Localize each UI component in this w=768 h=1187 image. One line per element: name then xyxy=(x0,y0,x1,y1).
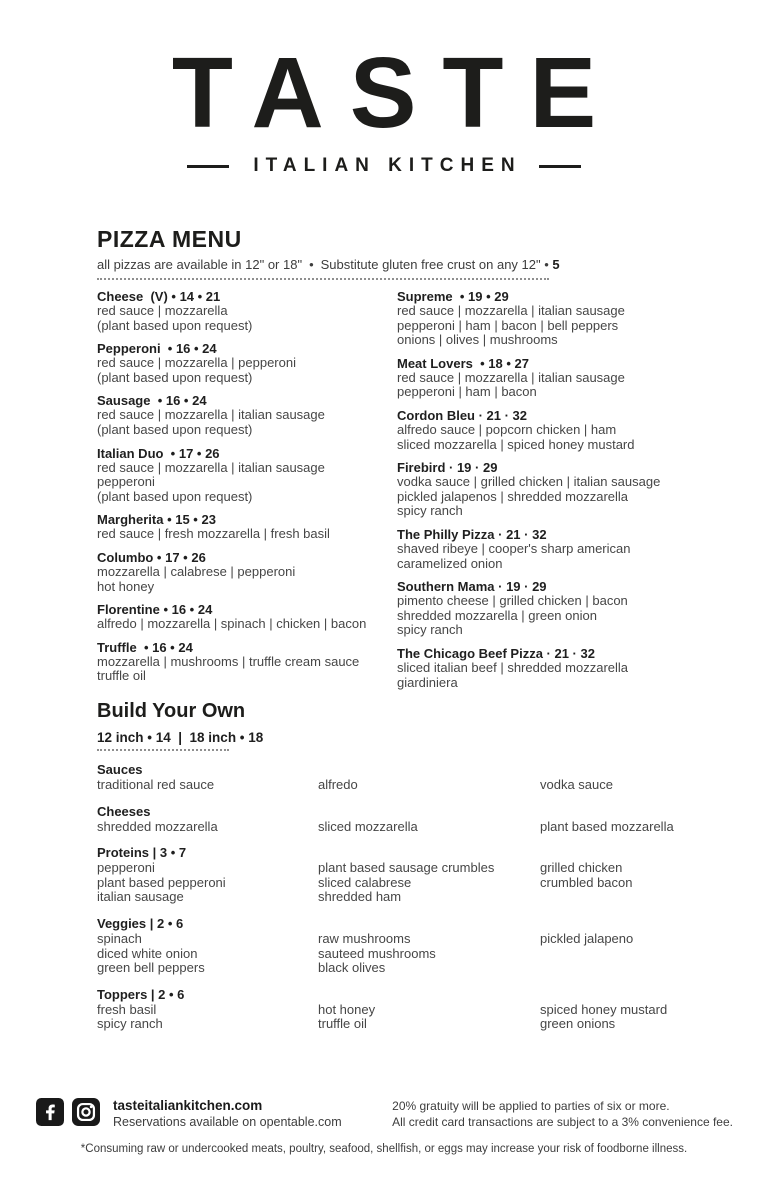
build-option-column xyxy=(540,820,728,835)
build-option-column xyxy=(318,1003,540,1032)
bullet-separator: • xyxy=(309,257,314,272)
pizza-item xyxy=(97,393,397,437)
creditcard-note: All credit card transactions are subject to a 3% convenience fee. xyxy=(392,1115,733,1129)
build-option: green onions xyxy=(540,1016,616,1032)
build-sections xyxy=(97,762,728,1032)
build-option-column xyxy=(97,778,318,793)
pizza-ingredients: shaved ribeye | cooper's sharp american xyxy=(397,540,631,556)
pizza-ingredients: alfredo | mozzarella | spinach | chicken | bacon xyxy=(97,616,367,632)
build-option: alfredo xyxy=(318,777,358,792)
pizza-name-price: Pepperoni • 16 • 24 xyxy=(97,341,217,357)
pizza-ingredients: (plant based upon request) xyxy=(97,317,253,333)
pizza-ingredients: onions | olives | mushrooms xyxy=(397,332,558,348)
pizza-name-price: Florentine • 16 • 24 xyxy=(97,602,213,618)
pizza-name-price: Sausage • 16 • 24 xyxy=(97,393,207,409)
logo-title: TASTE xyxy=(171,37,623,149)
pizza-ingredients: red sauce | mozzarella | pepperoni xyxy=(97,355,296,371)
build-option: grilled chicken xyxy=(540,860,623,876)
policy-notes xyxy=(392,1098,733,1130)
pizza-name-price: Italian Duo • 17 • 26 xyxy=(97,445,220,461)
pizza-ingredients: giardiniera xyxy=(397,674,458,690)
facebook-icon[interactable] xyxy=(36,1098,64,1126)
pizza-ingredients: red sauce | mozzarella | italian sausage xyxy=(397,369,625,385)
build-option-column xyxy=(97,861,318,905)
menu-subtitle xyxy=(97,257,710,272)
website-block xyxy=(113,1098,342,1129)
pizza-ingredients: red sauce | mozzarella xyxy=(97,303,228,318)
build-option: fresh basil xyxy=(97,1001,157,1017)
build-your-own-section xyxy=(97,700,728,1043)
build-option: spiced honey mustard xyxy=(540,1001,668,1017)
pizza-item xyxy=(397,646,719,690)
pizza-ingredients: mozzarella | mushrooms | truffle cream sauce xyxy=(97,653,360,669)
pizza-name-price: The Chicago Beef Pizza · 21 · 32 xyxy=(397,645,595,661)
build-option-column xyxy=(540,1003,728,1032)
build-option-column xyxy=(318,778,540,793)
pizza-name-price: The Philly Pizza · 21 · 32 xyxy=(397,526,547,542)
logo-subtitle-row xyxy=(0,155,768,177)
build-option: spinach xyxy=(97,930,142,946)
pizza-name-price: Truffle • 16 • 24 xyxy=(97,639,193,655)
build-option: shredded ham xyxy=(318,889,402,905)
build-section xyxy=(97,845,728,905)
pizza-ingredients: spicy ranch xyxy=(397,503,463,519)
build-option-column xyxy=(540,861,728,890)
pizza-ingredients: pepperoni | ham | bacon xyxy=(397,384,537,400)
menu-subtitle-glutenfree: Substitute gluten free crust on any 12" • xyxy=(320,257,549,272)
build-option: truffle oil xyxy=(318,1016,367,1032)
build-section-label: Toppers | 2 • 6 xyxy=(97,986,185,1002)
pizza-list xyxy=(97,289,719,698)
pizza-ingredients: red sauce | mozzarella | italian sausage xyxy=(97,459,325,475)
pizza-ingredients: truffle oil xyxy=(97,668,146,684)
build-option: vodka sauce xyxy=(540,777,613,792)
dotted-divider-small xyxy=(97,749,229,751)
pizza-item xyxy=(97,640,397,684)
pizza-column-left xyxy=(97,289,397,692)
build-option-column xyxy=(318,861,540,905)
pizza-item xyxy=(97,512,397,542)
build-option: sauteed mushrooms xyxy=(318,945,436,961)
logo-dash-left xyxy=(187,165,229,168)
build-option-column xyxy=(540,778,728,793)
instagram-icon[interactable] xyxy=(72,1098,100,1126)
pizza-item xyxy=(97,341,397,385)
pizza-name-price: Margherita • 15 • 23 xyxy=(97,512,216,528)
gratuity-note: 20% gratuity will be applied to parties of six or more. xyxy=(392,1099,670,1113)
build-section xyxy=(97,804,728,835)
build-option-column xyxy=(540,932,728,947)
build-option: plant based sausage crumbles xyxy=(318,860,495,876)
pizza-ingredients: red sauce | fresh mozzarella | fresh basil xyxy=(97,526,330,542)
logo-subtitle: ITALIAN KITCHEN xyxy=(253,155,522,176)
pizza-name-price: Southern Mama · 19 · 29 xyxy=(397,579,547,595)
social-icons xyxy=(36,1098,100,1126)
build-section xyxy=(97,916,728,976)
build-option: spicy ranch xyxy=(97,1016,163,1032)
menu-title: PIZZA MENU xyxy=(97,226,242,252)
restaurant-logo xyxy=(0,37,768,177)
build-option: crumbled bacon xyxy=(540,874,633,890)
pizza-column-right xyxy=(397,289,719,698)
build-option: raw mushrooms xyxy=(318,930,411,946)
pizza-ingredients: (plant based upon request) xyxy=(97,488,253,504)
pizza-ingredients: pickled jalapenos | shredded mozzarella xyxy=(397,488,629,504)
build-section xyxy=(97,762,728,793)
dotted-divider xyxy=(97,278,549,280)
build-option: shredded mozzarella xyxy=(97,818,218,834)
pizza-ingredients: pepperoni | ham | bacon | bell peppers xyxy=(397,317,619,333)
pizza-ingredients: red sauce | mozzarella | italian sausage xyxy=(397,303,625,318)
build-section-label: Proteins | 3 • 7 xyxy=(97,845,187,861)
build-section-label: Cheeses xyxy=(97,803,151,819)
build-option: plant based mozzarella xyxy=(540,818,674,834)
pizza-ingredients: red sauce | mozzarella | italian sausage xyxy=(97,407,325,423)
build-options-grid xyxy=(97,778,728,793)
pizza-ingredients: (plant based upon request) xyxy=(97,421,253,437)
menu-subtitle-availability: all pizzas are available in 12" or 18" xyxy=(97,257,303,272)
pizza-item xyxy=(397,289,719,348)
footer xyxy=(36,1098,733,1130)
build-option-column xyxy=(318,820,540,835)
build-option: sliced calabrese xyxy=(318,874,412,890)
menu-header xyxy=(97,226,710,280)
website-url[interactable]: tasteitaliankitchen.com xyxy=(113,1098,263,1113)
pizza-ingredients: caramelized onion xyxy=(397,555,503,571)
pizza-ingredients: spicy ranch xyxy=(397,622,463,638)
pizza-item xyxy=(397,408,719,452)
pizza-item xyxy=(97,602,397,632)
build-option: green bell peppers xyxy=(97,960,205,976)
build-option: pepperoni xyxy=(97,860,155,876)
pizza-name-price: Supreme • 19 • 29 xyxy=(397,289,509,304)
build-option-column xyxy=(318,932,540,976)
pizza-ingredients: alfredo sauce | popcorn chicken | ham xyxy=(397,421,617,437)
pizza-item xyxy=(397,356,719,400)
build-option: plant based pepperoni xyxy=(97,874,226,890)
pizza-item xyxy=(397,527,719,571)
build-option: diced white onion xyxy=(97,945,198,961)
build-option-column xyxy=(97,932,318,976)
logo-dash-right xyxy=(539,165,581,168)
build-option: traditional red sauce xyxy=(97,777,215,792)
glutenfree-price: 5 xyxy=(552,257,560,272)
pizza-ingredients: sliced italian beef | shredded mozzarella xyxy=(397,659,629,675)
pizza-item xyxy=(97,446,397,505)
build-option: pickled jalapeno xyxy=(540,930,634,946)
build-section-label: Sauces xyxy=(97,762,143,777)
pizza-ingredients: sliced mozzarella | spiced honey mustard xyxy=(397,436,635,452)
build-option-column xyxy=(97,820,318,835)
pizza-name-price: Columbo • 17 • 26 xyxy=(97,549,206,565)
pizza-ingredients: mozzarella | calabrese | pepperoni xyxy=(97,563,296,579)
build-option: italian sausage xyxy=(97,889,184,905)
build-title: Build Your Own xyxy=(97,700,246,722)
pizza-ingredients: vodka sauce | grilled chicken | italian sausage xyxy=(397,474,661,490)
pizza-item xyxy=(97,550,397,594)
pizza-ingredients: pepperoni xyxy=(97,474,155,490)
pizza-item xyxy=(97,289,397,333)
build-options-grid xyxy=(97,932,728,976)
pizza-name-price: Cordon Bleu · 21 · 32 xyxy=(397,407,528,423)
pizza-ingredients: (plant based upon request) xyxy=(97,369,253,385)
build-options-grid xyxy=(97,1003,728,1032)
pizza-ingredients: shredded mozzarella | green onion xyxy=(397,607,597,623)
pizza-name-price: Cheese (V) • 14 • 21 xyxy=(97,289,221,304)
pizza-name-price: Firebird · 19 · 29 xyxy=(397,460,498,476)
build-options-grid xyxy=(97,820,728,835)
build-section-label: Veggies | 2 • 6 xyxy=(97,915,184,931)
pizza-ingredients: pimento cheese | grilled chicken | bacon xyxy=(397,593,628,609)
pizza-ingredients: hot honey xyxy=(97,578,155,594)
build-option: black olives xyxy=(318,960,386,976)
build-option: hot honey xyxy=(318,1001,376,1017)
pizza-name-price: Meat Lovers • 18 • 27 xyxy=(397,355,529,371)
reservations-text: Reservations available on opentable.com xyxy=(113,1115,342,1129)
health-disclaimer: *Consuming raw or undercooked meats, poultry, seafood, shellfish, or eggs may increase your risk of foodborne illness. xyxy=(80,1143,688,1155)
pizza-item xyxy=(397,579,719,638)
build-option: sliced mozzarella xyxy=(318,818,418,834)
build-sizes-prices: 12 inch • 14 | 18 inch • 18 xyxy=(97,730,264,745)
build-option-column xyxy=(97,1003,318,1032)
pizza-item xyxy=(397,460,719,519)
build-options-grid xyxy=(97,861,728,905)
build-section xyxy=(97,987,728,1032)
